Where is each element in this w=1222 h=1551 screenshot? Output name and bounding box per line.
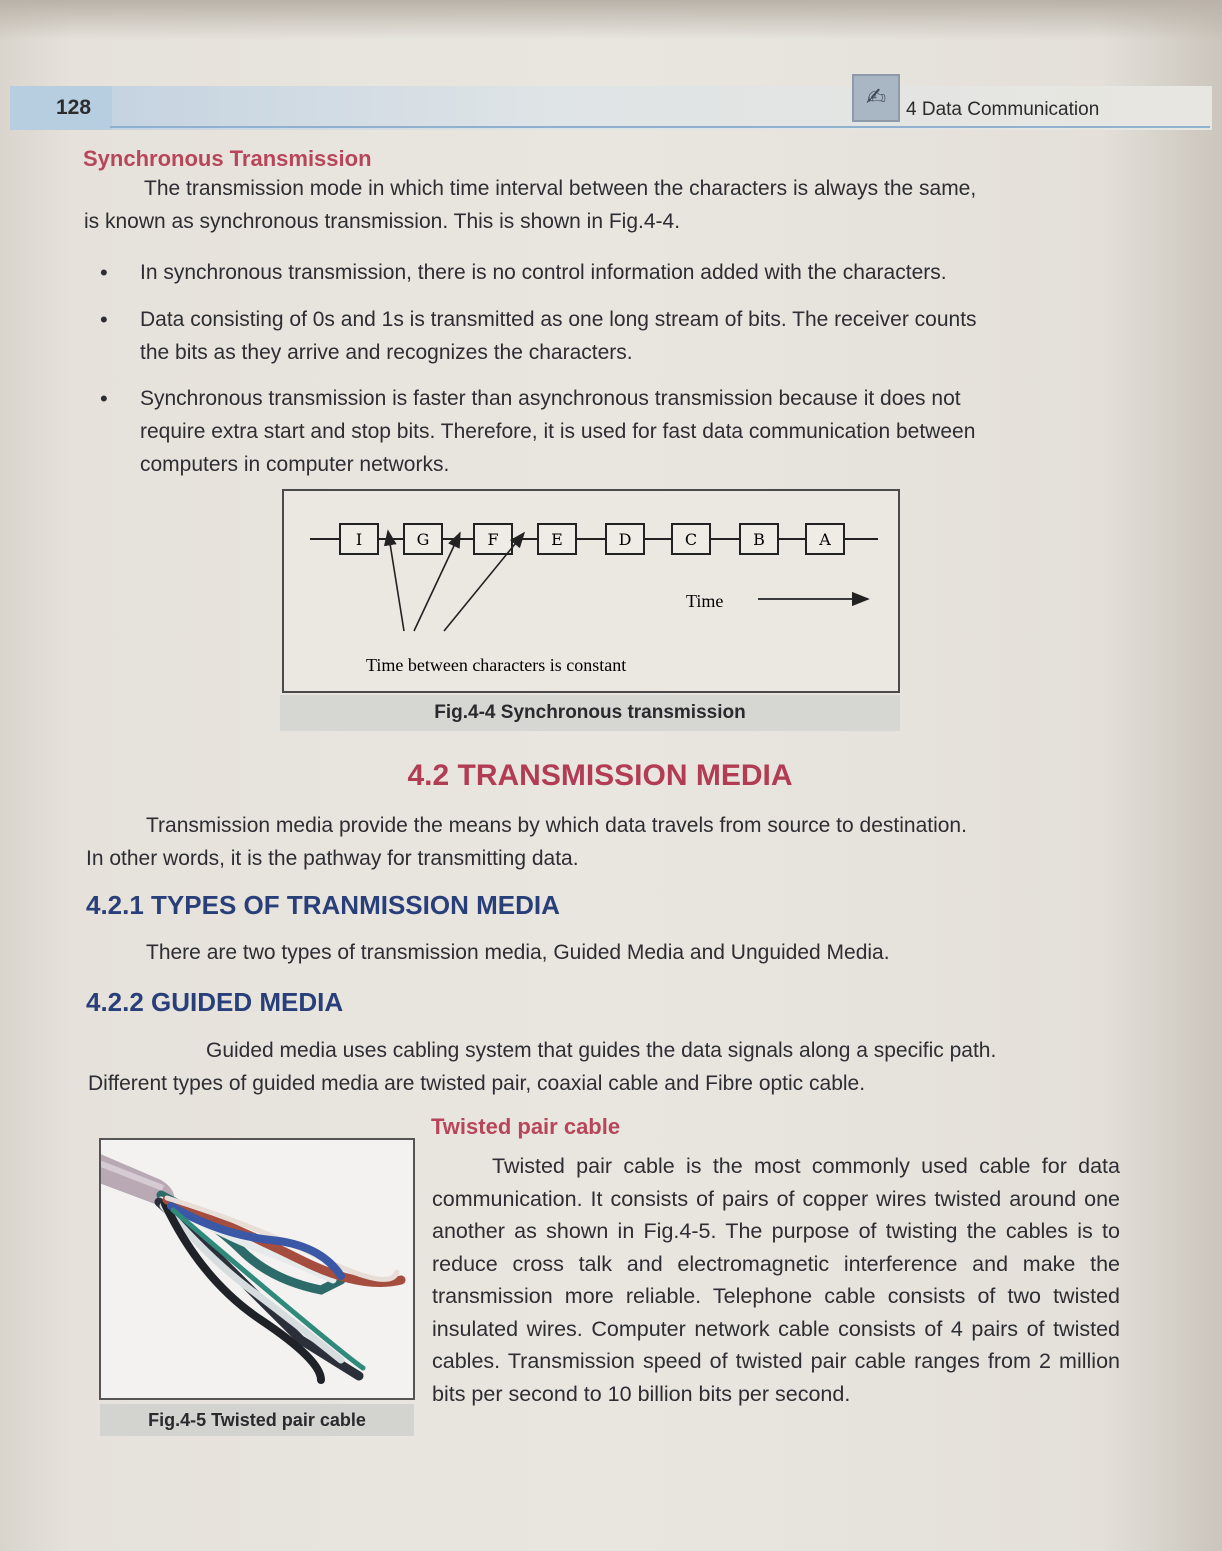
char-label: G [416,530,430,549]
page-number: 128 [56,96,92,119]
interval-arrow [388,531,404,631]
section-4-2-2-paragraph [88,1034,1128,1100]
chapter-title: 4 Data Communication [906,99,1100,120]
section-4-2-2-line-2: Different types of guided media are twisted pair, coaxial cable and Fibre optic cable. [88,1072,866,1095]
char-box [806,524,844,554]
bullet-dot-icon: • [100,260,108,285]
twisted-pair-cable-illustration [101,1140,413,1398]
time-label: Time [686,591,724,611]
char-box [606,524,644,554]
char-label: A [819,530,831,549]
sync-intro [84,172,1124,238]
bullet-line: computers in computer networks. [140,453,450,476]
figure-4-4-caption: Fig.4-4 Synchronous transmission [434,702,746,723]
char-label: B [753,530,765,549]
section-4-2-1-heading: 4.2.1 TYPES OF TRANMISSION MEDIA [86,890,560,920]
page-top-shadow [0,0,1222,40]
char-label: E [551,530,563,549]
bullet-line: In synchronous transmission, there is no control information added with the characters. [140,261,947,284]
bullet-dot-icon: • [100,307,108,332]
char-label: I [355,530,363,549]
char-box [340,524,378,554]
char-box [538,524,576,554]
bullet-item [100,256,1120,289]
char-box [474,524,512,554]
char-box [740,524,778,554]
sync-intro-line-2: is known as synchronous transmission. This is shown in Fig.4-4. [84,210,681,233]
sync-heading: Synchronous Transmission [83,146,372,171]
bullet-item [100,303,1120,369]
bullet-line: Synchronous transmission is faster than asynchronous transmission because it does not [140,387,961,410]
section-4-2-line-2: In other words, it is the pathway for transmitting data. [86,847,579,870]
bullet-line: Data consisting of 0s and 1s is transmitted as one long stream of bits. The receiver counts [140,308,977,331]
twisted-pair-heading: Twisted pair cable [431,1114,621,1139]
sync-intro-line-1: The transmission mode in which time interval between the characters is always the same, [144,177,977,200]
section-4-2-2-line-1: Guided media uses cabling system that guides the data signals along a specific path. [206,1039,997,1062]
section-4-2-2-heading: 4.2.2 GUIDED MEDIA [86,987,344,1017]
section-4-2-1-paragraph: There are two types of transmission media, Guided Media and Unguided Media. [146,941,890,964]
header-rule [110,126,1210,128]
twisted-pair-photo [99,1138,415,1400]
char-label: C [684,530,698,549]
bullet-item [100,382,1120,481]
constant-interval-label: Time between characters is constant [366,655,627,675]
twisted-pair-text: Twisted pair cable is the most commonly used cable for data communication. It consists of pairs of copper wires twisted around one another as shown in Fig.4-5. The purpose of twisting the cables is to reduce cross talk and electromagnetic interference and make the transmission more reliable. Telephone cable consists of two twisted insulated wires. Computer network cable consists of 4 pairs of twisted cables. Transmission speed of twisted pair cable ranges from 2 million bits per second to 10 billion bits per second. [432,1154,1120,1406]
sync-diagram-svg [284,491,898,691]
char-box [404,524,442,554]
char-label: D [618,530,632,549]
section-4-2-paragraph [86,809,1126,875]
sync-transmission-diagram [282,489,900,693]
section-4-2-line-1: Transmission media provide the means by which data travels from source to destination. [146,814,967,837]
twisted-pair-paragraph [432,1150,1120,1410]
char-label: F [487,530,499,549]
section-4-2-heading: 4.2 TRANSMISSION MEDIA [407,759,793,792]
hand-book-icon: ✍ [852,74,900,122]
figure-4-5-caption: Fig.4-5 Twisted pair cable [148,1410,366,1430]
bullet-line: the bits as they arrive and recognizes the characters. [140,341,633,364]
bullet-dot-icon: • [100,386,108,411]
bullet-line: require extra start and stop bits. Therefore, it is used for fast data communication between [140,420,976,443]
char-box [672,524,710,554]
